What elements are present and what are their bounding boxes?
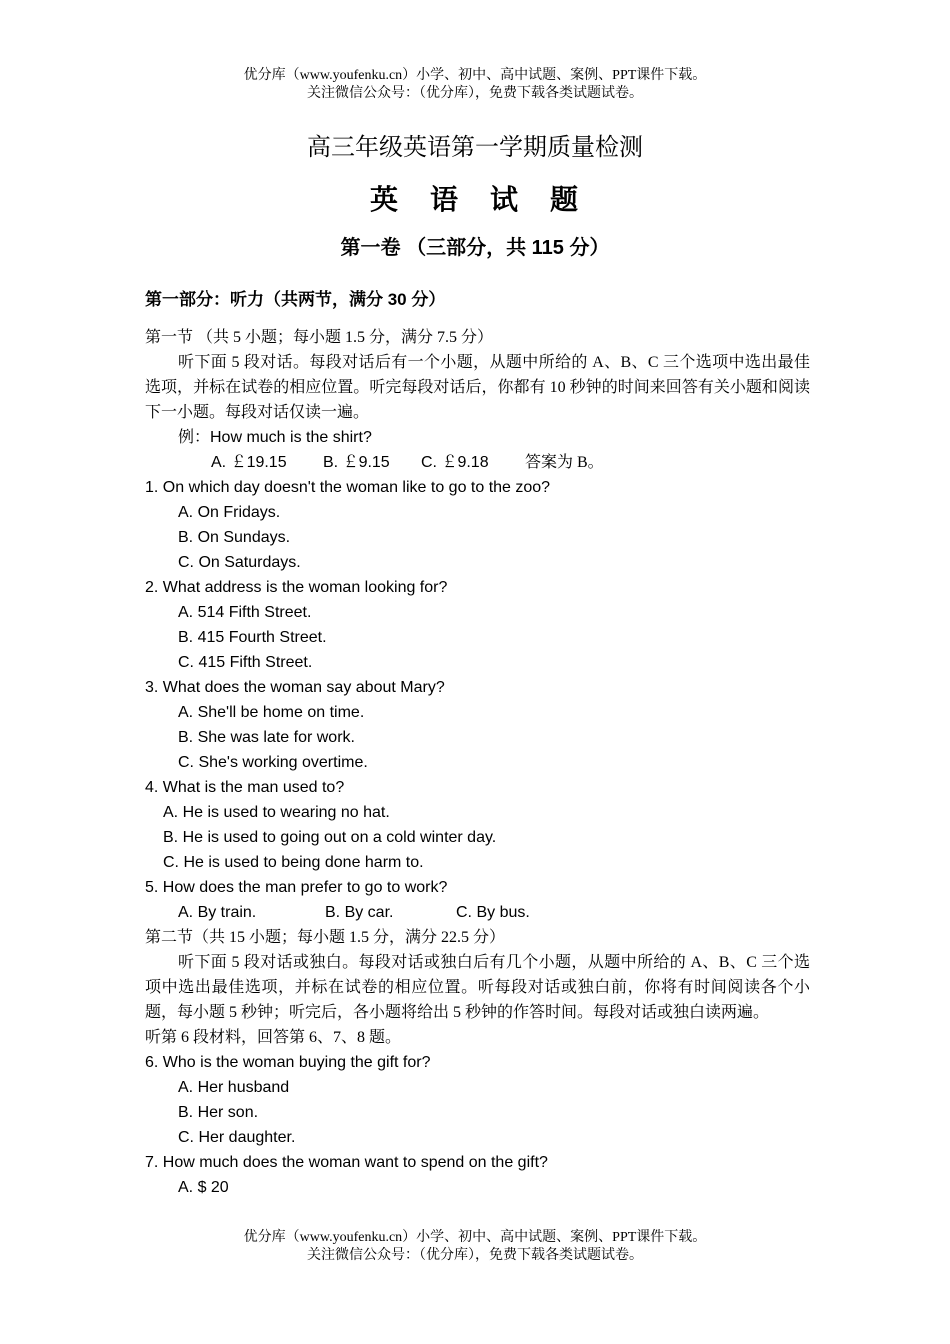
header-line-1: 优分库（www.youfenku.cn）小学、初中、高中试题、案例、PPT课件下载。 (243, 68, 707, 83)
footer-line-1: 优分库（www.youfenku.cn）小学、初中、高中试题、案例、PPT课件下载。 (243, 1230, 707, 1245)
exam-subtitle: 英 语 试 题 (369, 185, 580, 216)
exam-title: 高三年级英语第一学期质量检测 (307, 135, 643, 161)
q6-option-b: B. Her son. (178, 1104, 259, 1121)
header-line-2: 关注微信公众号：（优分库），免费下载各类试题试卷。 (307, 86, 643, 101)
section2-instructions: 听下面 5 段对话或独白。每段对话或独白后有几个小题，从题中所给的 A、B、C 三个选项中选出最佳选项，并标在试卷的相应位置。听每段对话或独白前，你将有时间阅读各个小题，每小题 5 秒钟；听完后，各小题将给出 5 秒钟的作答时间。每段对话或独白读两遍。 (145, 954, 810, 1021)
q1-option-b: B. On Sundays. (178, 529, 291, 546)
q1-option-c: C. On Saturdays. (178, 554, 301, 571)
q3-option-b: B. She was late for work. (178, 729, 355, 746)
q4-option-b: B. He is used to going out on a cold winter day. (163, 829, 497, 846)
question-4: 4. What is the man used to? (145, 779, 345, 796)
q6-option-a: A. Her husband (178, 1079, 290, 1096)
example-option-a: A. ￡19.15 (211, 454, 287, 471)
page-footer (0, 1229, 950, 1265)
material-6-note: 听第 6 段材料，回答第 6、7、8 题。 (145, 1029, 402, 1046)
question-7: 7. How much does the woman want to spend on the gift? (145, 1154, 548, 1171)
q2-option-b: B. 415 Fourth Street. (178, 629, 327, 646)
volume-title: 第一卷 （三部分，共 115 分） (340, 237, 610, 259)
q5-options (145, 900, 810, 925)
q2-option-c: C. 415 Fifth Street. (178, 654, 313, 671)
question-2: 2. What address is the woman looking for? (145, 579, 448, 596)
q4-option-a: A. He is used to wearing no hat. (163, 804, 390, 821)
q3-option-c: C. She's working overtime. (178, 754, 368, 771)
page-header (0, 67, 950, 103)
q2-option-a: A. 514 Fifth Street. (178, 604, 312, 621)
q1-option-a: A. On Fridays. (178, 504, 281, 521)
example-option-c: C. ￡9.18 (421, 454, 489, 471)
question-3: 3. What does the woman say about Mary? (145, 679, 445, 696)
section1-instructions: 听下面 5 段对话。每段对话后有一个小题，从题中所给的 A、B、C 三个选项中选出最佳选项，并标在试卷的相应位置。听完每段对话后，你都有 10 秒钟的时间来回答有关小题和阅读下一小题。每段对话仅读一遍。 (145, 354, 810, 421)
section2-heading: 第二节（共 15 小题；每小题 1.5 分，满分 22.5 分） (145, 929, 506, 946)
q5-option-a: A. By train. (178, 904, 257, 921)
question-1: 1. On which day doesn't the woman like to go to the zoo? (145, 479, 551, 496)
footer-line-2: 关注微信公众号：（优分库），免费下载各类试题试卷。 (307, 1248, 643, 1263)
question-5: 5. How does the man prefer to go to work? (145, 879, 448, 896)
question-6: 6. Who is the woman buying the gift for? (145, 1054, 431, 1071)
q5-option-b: B. By car. (325, 904, 394, 921)
section1-heading: 第一节 （共 5 小题；每小题 1.5 分，满分 7.5 分） (145, 329, 494, 346)
q4-option-c: C. He is used to being done harm to. (163, 854, 424, 871)
exam-content (145, 286, 810, 1200)
q6-option-c: C. Her daughter. (178, 1129, 296, 1146)
example-option-b: B. ￡9.15 (323, 454, 390, 471)
q5-option-c: C. By bus. (456, 904, 530, 921)
q3-option-a: A. She'll be home on time. (178, 704, 365, 721)
example-question: 例：How much is the shirt? (178, 429, 372, 446)
example-answer: 答案为 B。 (525, 454, 604, 471)
q7-option-a: A. $ 20 (178, 1179, 229, 1196)
part1-title: 第一部分：听力（共两节，满分 30 分） (145, 290, 446, 309)
example-options (145, 450, 810, 475)
